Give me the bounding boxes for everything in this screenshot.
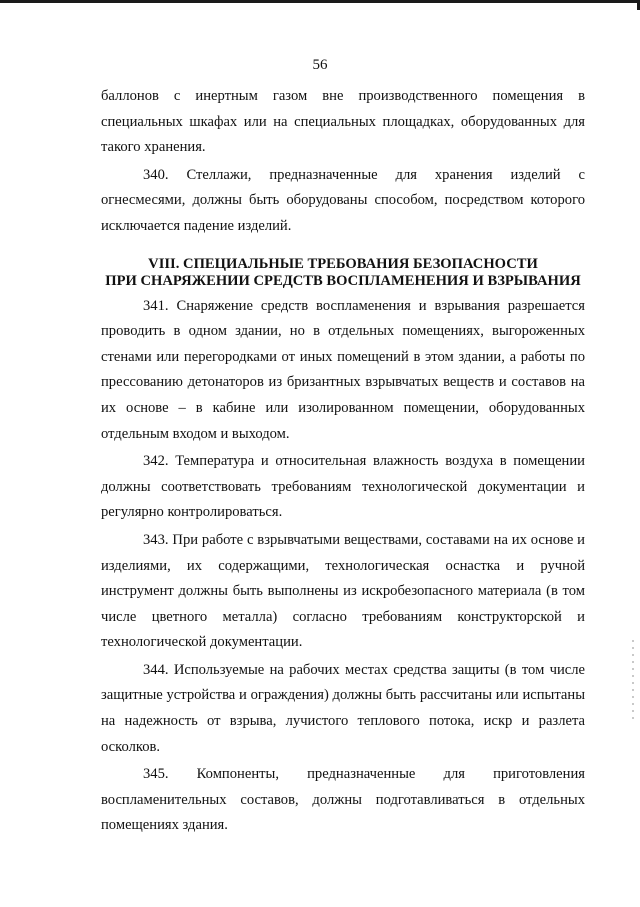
paragraph-345: 345. Компоненты, предназначенные для приготовления воспламенительных составов, должны подготавливаться в отдельных помещениях здания. — [101, 766, 585, 834]
section-heading-line-1: VIII. СПЕЦИАЛЬНЫЕ ТРЕБОВАНИЯ БЕЗОПАСНОСТИ — [148, 255, 538, 272]
paragraph-344: 344. Используемые на рабочих местах средства защиты (в том числе защитные устройства и ограждения) должны быть рассчитаны или испытаны на надежность от взрыва, лучистого теплового потока, искр и разлета осколков. — [101, 661, 585, 755]
paragraph-341: 341. Снаряжение средств воспламенения и взрывания разрешается проводить в одном здании, но в отдельных помещениях, выгороженных стенами или перегородками от иных помещений в этом здании, а работы по прессованию детонаторов из бризантных взрывчатых веществ и составов на их основе – в кабине или изолированном помещении, оборудованных отдельным входом и выходом. — [101, 297, 585, 442]
paragraph-343: 343. При работе с взрывчатыми веществами, составами на их основе и изделиями, их содержащими, технологическая оснастка и ручной инструмент должны быть выполнены из искробезопасного материала (в том числе цветного металла) согласно требованиям конструкторской и технологической документации. — [101, 531, 585, 651]
document-body — [101, 84, 585, 839]
section-heading — [101, 256, 585, 290]
paragraph-340: 340. Стеллажи, предназначенные для хранения изделий с огнесмесями, должны быть оборудованы способом, посредством которого исключается падение изделий. — [101, 166, 585, 234]
paragraph-342: 342. Температура и относительная влажность воздуха в помещении должны соответствовать требованиям технологической документации и регулярно контролироваться. — [101, 453, 585, 521]
scan-border-top — [0, 0, 640, 3]
page-number: 56 — [312, 57, 328, 73]
section-heading-line-2: ПРИ СНАРЯЖЕНИИ СРЕДСТВ ВОСПЛАМЕНЕНИЯ И ВЗРЫВАНИЯ — [105, 272, 581, 289]
scan-artifact-marks — [632, 640, 634, 720]
paragraph-continued: баллонов с инертным газом вне производственного помещения в специальных шкафах или на специальных площадках, оборудованных для такого хранения. — [101, 88, 585, 156]
